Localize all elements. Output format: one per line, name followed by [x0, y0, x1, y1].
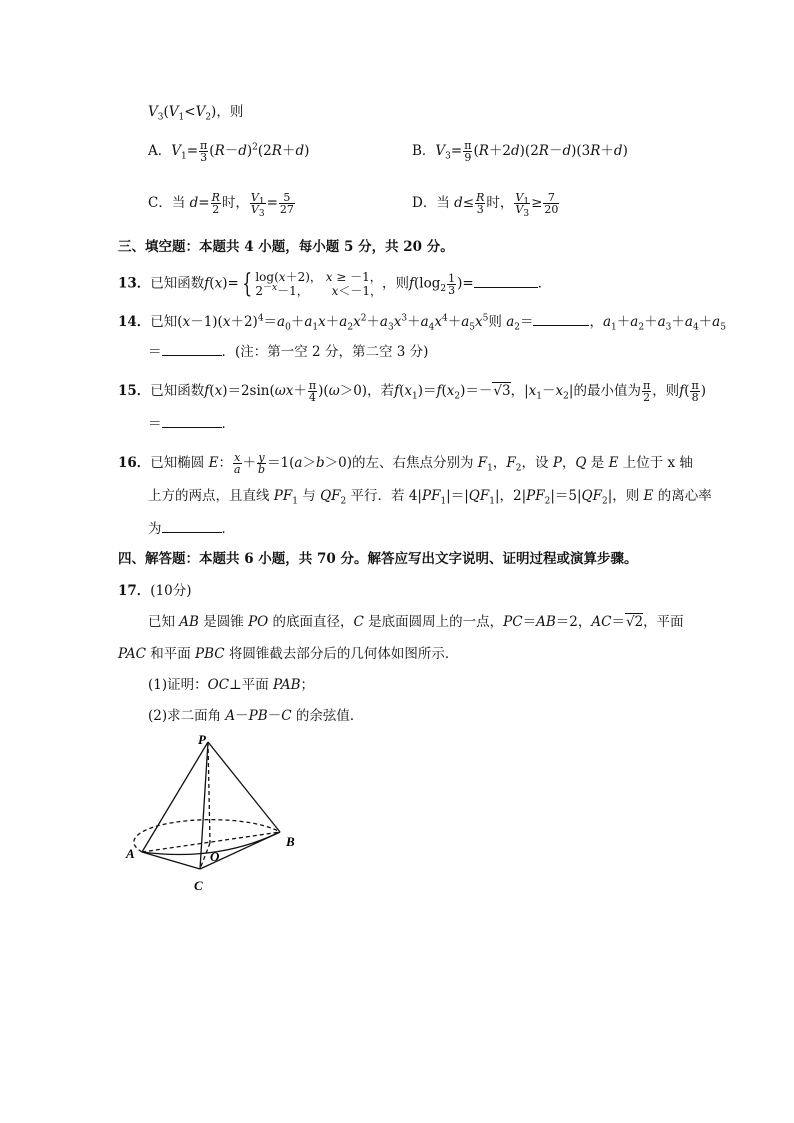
question-16-line1: 16．已知椭圆 E： $\frac{x}{a}$ ＋ $\frac{y}{b}$ ＝1(a＞b＞0)的左、右焦点分别为 $F_1$，$F_2$，设 P，Q 是 E 上位于 x 轴 [118, 451, 693, 476]
question-17-part1: (1)证明：OC⊥平面 PAB； [148, 677, 315, 693]
q12-option-a: A．$V_1=$ $\frac{\pi}{3}$ $(R-d)^2(2R+d)$ [148, 139, 310, 164]
q12-option-b: B．$V_3=$ $\frac{\pi}{9}$ (R＋2d)(2R－d)(3R＋d) [412, 139, 628, 164]
question-16-line3: 为 ． [148, 521, 235, 537]
question-14-line1: 14．已知$(x-1)(x+2)^4=a_0+a_1x+a_2x^2+a_3x^3+a_4x^4+a_5x^5$则 $a_2=$ ，$a_1+a_2+a_3+a_4+a_5$ [118, 313, 726, 333]
question-17-stem-line1: 已知 AB 是圆锥 PO 的底面直径，C 是底面圆周上的一点，PC＝AB＝2，AC＝√2，平面 [148, 614, 684, 630]
question-15-line2: ＝ ． [148, 416, 235, 432]
q12-option-d: D．当 d≤ $\frac{R}{3}$ 时， $\frac{V_1}{V_3}$ ≥ $\frac{7}{20}$ [412, 191, 559, 220]
q12-continuation: $V_3(V_1<V_2)$，则 [148, 104, 244, 123]
section-3-heading: 三、填空题：本题共 4 小题，每小题 5 分，共 20 分。 [118, 239, 454, 255]
question-17-header: 17．(10分) [118, 583, 192, 599]
label-o: O [210, 849, 220, 864]
question-17-stem-line2: PAC 和平面 PBC 将圆锥截去部分后的几何体如图所示． [118, 646, 459, 662]
cone-figure [118, 730, 318, 900]
question-16-line2: 上方的两点，且直线 $PF_1$ 与 $QF_2$ 平行．若 $4|PF_1|=|QF_1|$，$2|PF_2|=5|QF_2|$，则 E 的离心率 [148, 488, 712, 507]
label-p: P [198, 732, 206, 747]
question-13: 13．已知函数f(x)= { log(x＋2)， x ≥ －1， $2^{-x}-1$， x＜－1，，则$f(\log_2$ $\frac{1}{3}$ )= ． [118, 269, 552, 299]
question-15-line1: 15．已知函数f(x)＝2sin(ωx＋ $\frac{\pi}{4}$ )(ω＞0)，若$f(x_1)=f(x_2)=-√3$，$|x_1-x_2|$的最小值为 $\frac{\pi}{2}$ ，则f( $\frac{\pi}{8}$ ) [118, 379, 706, 404]
label-c: C [194, 878, 203, 893]
section-4-heading: 四、解答题：本题共 6 小题，共 70 分。解答应写出文字说明、证明过程或演算步骤。 [118, 551, 638, 567]
question-17-part2: (2)求二面角 A－PB－C 的余弦值． [148, 708, 364, 724]
q12-option-c: C．当 d= $\frac{R}{2}$ 时， $\frac{V_1}{V_3}$ = $\frac{5}{27}$ [148, 191, 294, 220]
label-a: A [126, 846, 135, 861]
question-14-line2: ＝ ．(注：第一空 2 分，第二空 3 分) [148, 344, 429, 360]
label-b: B [286, 834, 295, 849]
